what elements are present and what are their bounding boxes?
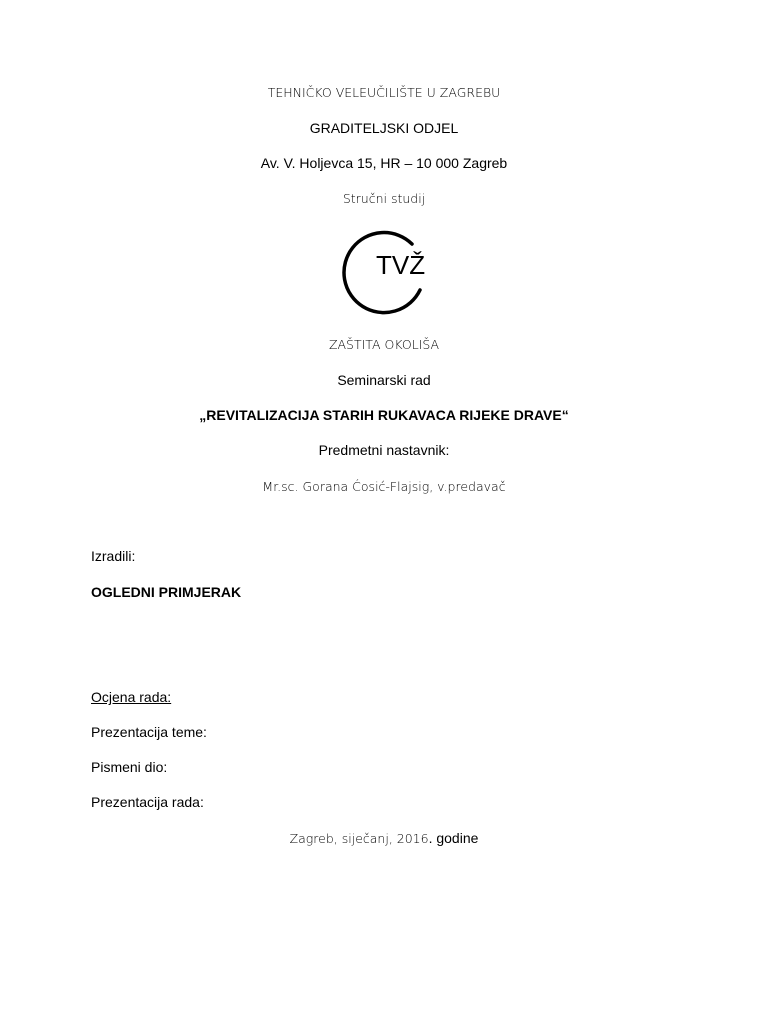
grading-written-part: Pismeni dio: [91,759,168,775]
institution-address: Av. V. Holjevca 15, HR – 10 000 Zagreb [260,155,508,171]
teacher-label: Predmetni nastavnik: [318,442,450,458]
course-name: ZAŠTITA OKOLIŠA [328,337,440,352]
grading-topic-presentation: Prezentacija teme: [91,724,207,740]
tvz-logo [340,230,432,316]
grading-title: Ocjena rada: [91,689,172,705]
seminar-title: „REVITALIZACIJA STARIH RUKAVACA RIJEKE DRAVE“ [199,407,569,423]
institution-name: TEHNIČKO VELEUČILIŠTE U ZAGREBU [267,85,501,100]
document-type: Seminarski rad [337,372,431,388]
logo-text: TVŽ [376,250,426,280]
grading-work-presentation: Prezentacija rada: [91,794,204,810]
study-type: Stručni studij [342,191,426,206]
department-name: GRADITELJSKI ODJEL [309,120,459,136]
teacher-name: Mr.sc. Gorana Ćosić-Flajsig, v.predavač [262,479,506,494]
date-line [0,828,768,849]
authors-label: Izradili: [91,548,136,564]
date-suffix: . godine [428,830,479,846]
authors-name: OGLEDNI PRIMJERAK [91,584,242,600]
date-place: Zagreb, siječanj, 2016 [289,831,429,846]
